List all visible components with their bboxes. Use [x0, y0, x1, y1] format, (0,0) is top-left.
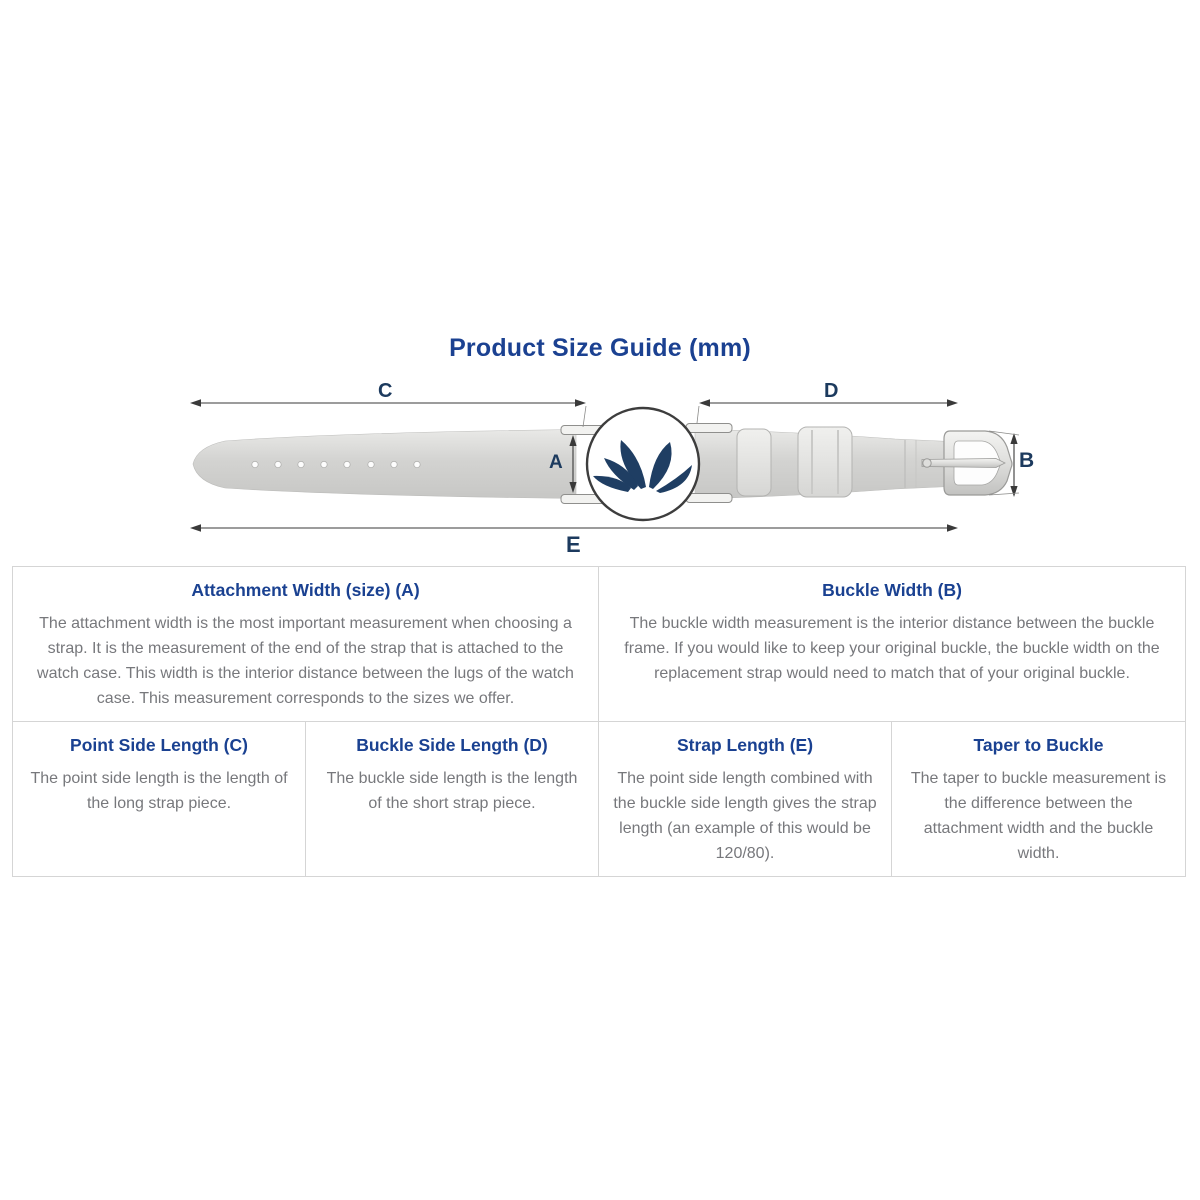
- cell-description-buckle-width: The buckle width measurement is the interior distance between the buckle frame. If you would like to keep your original buckle, the buckle width on the replacement strap would need to match that of your original buckle.: [624, 615, 1160, 682]
- cell-taper-to-buckle: [892, 722, 1185, 876]
- cell-description-taper-to-buckle: The taper to buckle measurement is the difference between the attachment width and the buckle width.: [910, 770, 1167, 862]
- cell-description-attachment-width: The attachment width is the most important measurement when choosing a strap. It is the measurement of the end of the strap that is attached to the watch case. This width is the interior distance between the lugs of the watch case. This measurement corresponds to the sizes we offer.: [37, 615, 574, 707]
- cell-title-attachment-width: Attachment Width (size) (A): [191, 580, 420, 600]
- cell-description-point-side-length: The point side length is the length of the long strap piece.: [30, 770, 288, 812]
- strap-diagram-graphic: [0, 0, 1200, 560]
- watch-case: [587, 408, 699, 520]
- cell-buckle-side-length: [306, 722, 599, 876]
- size-diagram: [0, 0, 1200, 560]
- page-title: Product Size Guide (mm): [449, 334, 751, 362]
- dimension-label-d: D: [824, 380, 839, 402]
- size-guide-table: [12, 566, 1186, 877]
- cell-strap-length: [599, 722, 892, 876]
- dimension-line-e: [190, 524, 958, 532]
- cell-title-point-side-length: Point Side Length (C): [70, 735, 248, 755]
- strap-point-side: [193, 430, 576, 499]
- cell-description-strap-length: The point side length combined with the buckle side length gives the strap length (an example of this would be 120/80).: [613, 770, 877, 862]
- dimension-label-a: A: [549, 452, 563, 473]
- dimension-label-c: C: [378, 380, 393, 402]
- cell-attachment-width: [13, 567, 599, 721]
- dimension-label-b: B: [1019, 449, 1035, 472]
- size-table-row-2: [13, 722, 1185, 876]
- dimension-line-c: [190, 399, 586, 427]
- cell-description-buckle-side-length: The buckle side length is the length of the short strap piece.: [326, 770, 578, 812]
- cell-buckle-width: [599, 567, 1185, 721]
- buckle-prong-pivot: [923, 459, 931, 467]
- size-table-row-1: [13, 567, 1185, 722]
- strap-keeper-sliding: [798, 427, 852, 497]
- cell-point-side-length: [13, 722, 306, 876]
- buckle-prong: [922, 459, 1005, 468]
- cell-title-buckle-width: Buckle Width (B): [822, 580, 962, 600]
- cell-title-buckle-side-length: Buckle Side Length (D): [356, 735, 548, 755]
- cell-title-strap-length: Strap Length (E): [676, 735, 814, 755]
- strap-keeper-fixed: [737, 429, 771, 496]
- cell-title-taper-to-buckle: Taper to Buckle: [973, 735, 1104, 755]
- dimension-label-e: E: [566, 532, 581, 557]
